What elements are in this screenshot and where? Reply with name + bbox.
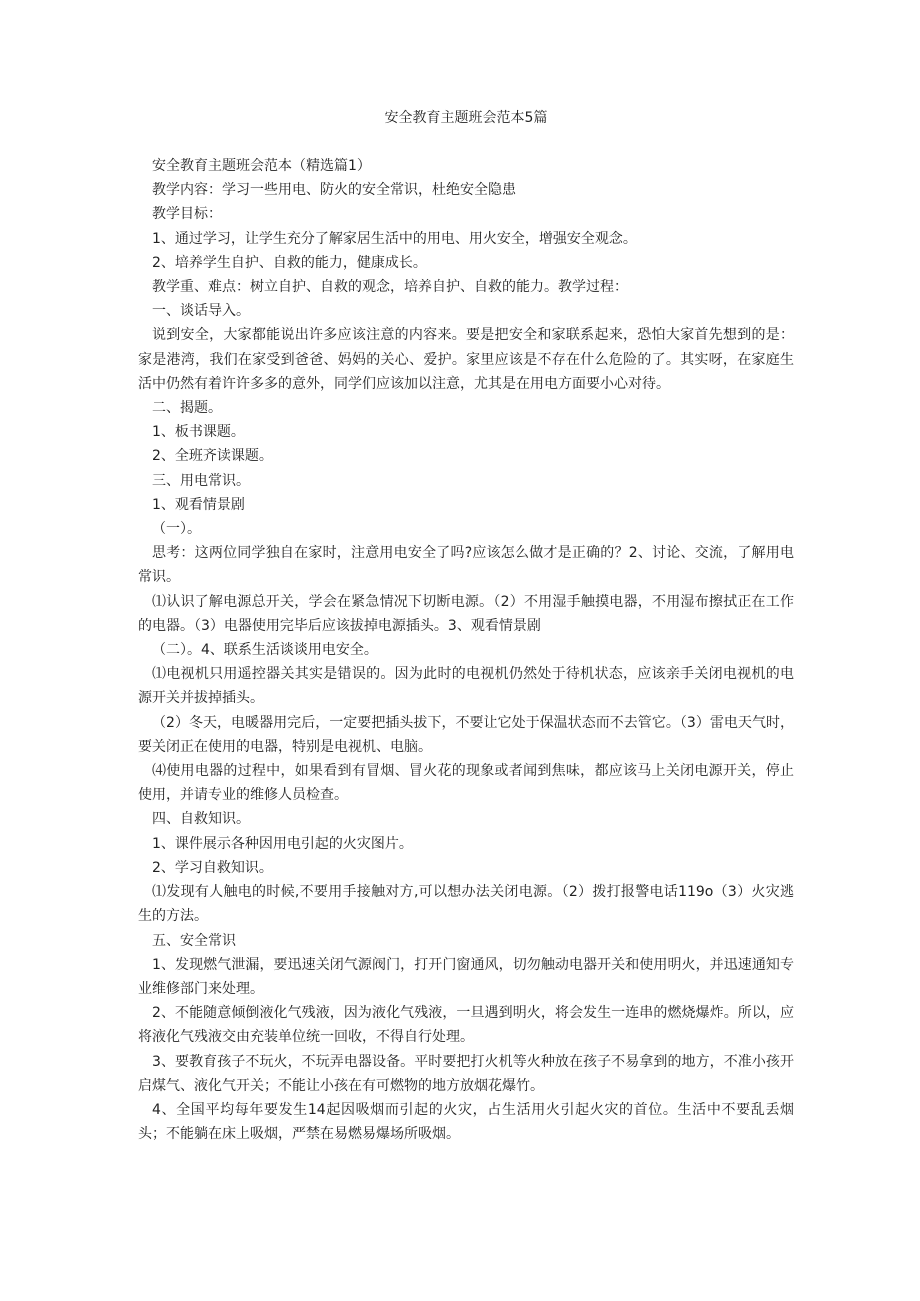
paragraph: （2）冬天，电暖器用完后，一定要把插头拔下，不要让它处于保温状态而不去管它。（3）雷电天气时，要关闭正在使用的电器，特别是电视机、电脑。 (138, 714, 794, 755)
paragraph: 3、要教育孩子不玩火，不玩弄电器设备。平时要把打火机等火种放在孩子不易拿到的地方，不准小孩开启煤气、液化气开关；不能让小孩在有可燃物的地方放烟花爆竹。 (138, 1053, 794, 1094)
paragraph: ⑴发现有人触电的时候,不要用手接触对方,可以想办法关闭电源。（2）拨打报警电话119o（3）火灾逃生的方法。 (138, 884, 794, 925)
paragraph: 二、揭题。 (152, 400, 222, 417)
document-body (138, 154, 794, 1146)
paragraph: 1、板书课题。 (152, 424, 245, 441)
paragraph: 1、通过学习，让学生充分了解家居生活中的用电、用火安全，增强安全观念。 (152, 230, 637, 247)
paragraph: 1、课件展示各种因用电引起的火灾图片。 (152, 835, 413, 852)
document-title: 安全教育主题班会范本5篇 (384, 110, 548, 126)
paragraph: 2、不能随意倾倒液化气残液，因为液化气残液，一旦遇到明火，将会发生一连串的燃烧爆炸。所以，应将液化气残液交由充装单位统一回收，不得自行处理。 (138, 1005, 794, 1046)
paragraph: ⑴电视机只用遥控器关其实是错误的。因为此时的电视机仍然处于待机状态，应该亲手关闭电视机的电源开关并拔掉插头。 (138, 666, 794, 707)
section-heading: 安全教育主题班会范本（精选篇1） (152, 158, 371, 174)
paragraph: 2、全班齐读课题。 (152, 448, 273, 465)
paragraph: 2、培养学生自护、自救的能力，健康成长。 (152, 254, 427, 271)
paragraph: 教学内容：学习一些用电、防火的安全常识，杜绝安全隐患 (152, 182, 516, 199)
paragraph: 五、安全常识 (152, 932, 236, 949)
paragraph: ⑴认识了解电源总开关，学会在紧急情况下切断电源。（2）不用湿手触摸电器，不用湿布擦拭正在工作的电器。（3）电器使用完毕后应该拔掉电源插头。3、观看情景剧 (138, 593, 794, 634)
paragraph: 说到安全，大家都能说出许多应该注意的内容来。要是把安全和家联系起来，恐怕大家首先想到的是：家是港湾，我们在家受到爸爸、妈妈的关心、爱护。家里应该是不存在什么危险的了。其实呀，在家庭生活中仍然有着许许多多的意外，同学们应该加以注意，尤其是在用电方面要小心对待。 (138, 327, 794, 392)
paragraph: 1、发现燃气泄漏，要迅速关闭气源阀门，打开门窗通风，切勿触动电器开关和使用明火，并迅速通知专业维修部门来处理。 (138, 956, 794, 997)
paragraph: 四、自救知识。 (152, 811, 250, 828)
paragraph: 教学重、难点：树立自护、自救的观念，培养自护、自救的能力。教学过程： (152, 279, 628, 296)
paragraph: 三、用电常识。 (152, 472, 250, 489)
paragraph: 一、谈话导入。 (152, 303, 250, 320)
paragraph: 教学目标： (152, 206, 222, 223)
paragraph: ⑷使用电器的过程中，如果看到有冒烟、冒火花的现象或者闻到焦味，都应该马上关闭电源开关，停止使用，并请专业的维修人员检查。 (138, 763, 794, 804)
paragraph: （二）。4、联系生活谈谈用电安全。 (152, 642, 378, 659)
paragraph: 1、观看情景剧 (152, 496, 245, 513)
paragraph: 2、学习自救知识。 (152, 859, 273, 876)
paragraph: 思考：这两位同学独自在家时，注意用电安全了吗?应该怎么做才是正确的？2、讨论、交流，了解用电常识。 (138, 545, 794, 586)
paragraph: （一）。 (152, 521, 201, 538)
paragraph: 4、全国平均每年要发生14起因吸烟而引起的火灾，占生活用火引起火灾的首位。生活中不要乱丢烟头；不能躺在床上吸烟，严禁在易燃易爆场所吸烟。 (138, 1101, 794, 1143)
